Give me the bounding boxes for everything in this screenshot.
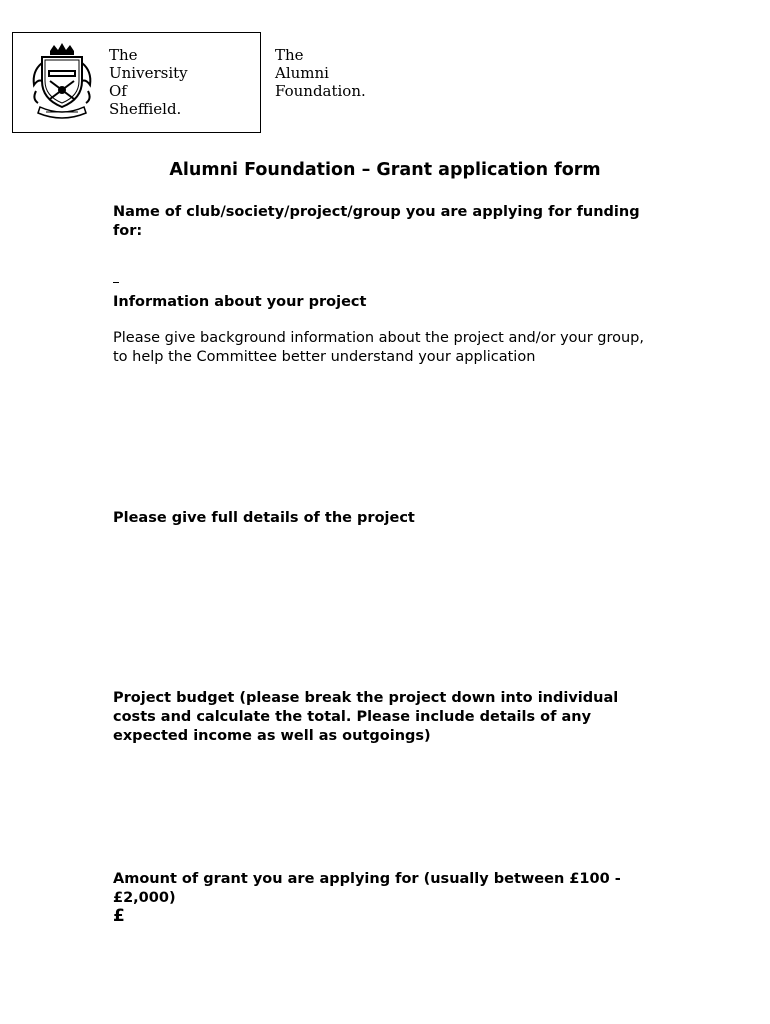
university-name	[109, 46, 188, 118]
currency-symbol: £	[113, 906, 125, 926]
university-name-line: University	[109, 64, 188, 82]
form-title: Alumni Foundation – Grant application form	[169, 160, 601, 180]
alumni-foundation-name	[275, 46, 366, 100]
info-text: Please give background information about the project and/or your group, to help the Committee better understand your application	[113, 330, 644, 365]
details-heading: Please give full details of the project	[113, 510, 415, 526]
university-name-line: Sheffield.	[109, 100, 182, 118]
foundation-name-line: Alumni	[275, 64, 329, 82]
name-question: Name of club/society/project/group you are applying for funding for:	[113, 204, 640, 239]
info-heading: Information about your project	[113, 294, 367, 310]
foundation-name-line: The	[275, 46, 304, 64]
foundation-name-line: Foundation.	[275, 82, 366, 100]
underline-mark	[113, 282, 119, 283]
university-name-line: Of	[109, 82, 127, 100]
university-crest-icon	[28, 41, 96, 119]
university-name-line: The	[109, 46, 138, 64]
budget-heading: Project budget (please break the project down into individual costs and calculate the total. Please include details of any expected income as well as outgoings)	[113, 690, 619, 744]
amount-heading: Amount of grant you are applying for (usually between £100 - £2,000)	[113, 871, 621, 906]
